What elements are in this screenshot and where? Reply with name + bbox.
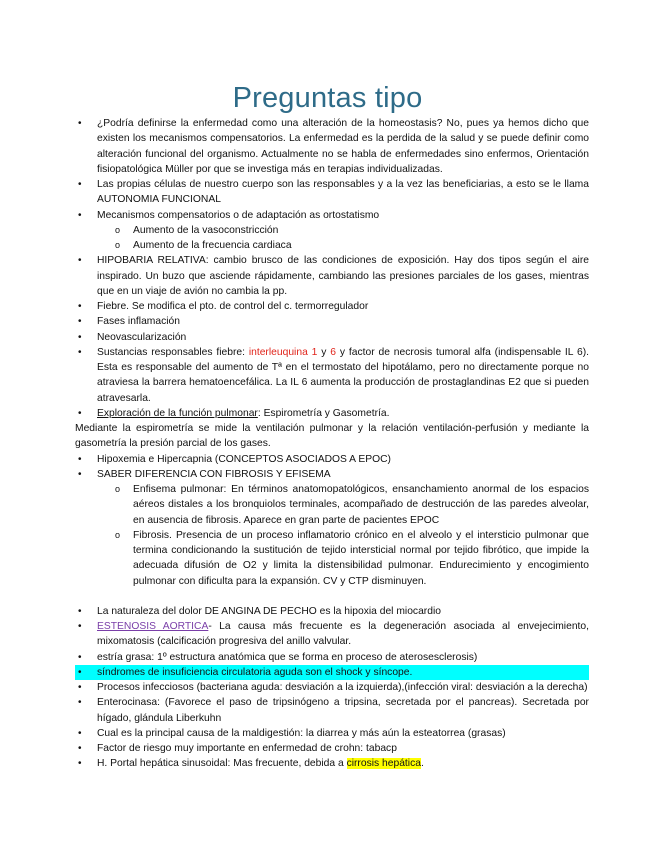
sub-bullet-icon: o — [115, 484, 121, 494]
question-list — [75, 604, 589, 772]
bullet-icon: • — [78, 697, 82, 709]
bullet-icon: • — [78, 605, 82, 617]
item-text: Cual es la principal causa de la maldigestión: la diarrea y más aún la esteatorrea (grasas) — [97, 727, 506, 739]
page-title: Preguntas tipo — [232, 82, 423, 114]
list-item — [75, 314, 589, 329]
sub-list-item — [75, 238, 589, 253]
highlight-cirrosis: cirrosis hepática — [346, 758, 421, 770]
item-text: HIPOBARIA RELATIVA: cambio brusco de las condiciones de exposición. Hay dos tipos según el aire inspirado. Un buzo que asciende rápidamente, cambiando las presiones parciales de los gases, mientras que en un viaje de avión no cambia la pp. — [97, 255, 589, 297]
item-text: La naturaleza del dolor DE ANGINA DE PECHO es la hipoxia del miocardio — [97, 605, 441, 617]
item-text: Neovascularización — [97, 331, 187, 343]
bullet-icon: • — [78, 743, 82, 754]
item-text: : Espirometría y Gasometría. — [257, 407, 390, 419]
item-text: Procesos infecciosos (bacteriana aguda: desviación a la izquierda),(infección viral: desviación a la derecha) — [97, 682, 588, 693]
bullet-icon: • — [78, 468, 82, 480]
bullet-icon: • — [78, 179, 82, 190]
bullet-icon: • — [78, 316, 82, 328]
list-item — [75, 177, 589, 208]
item-text: y — [317, 346, 331, 358]
sub-item-text: Aumento de la vasoconstricción — [133, 224, 279, 236]
list-item — [75, 253, 589, 299]
highlight-interleukin-1: interleuquina 1 — [248, 346, 318, 358]
list-item — [75, 619, 589, 650]
list-item — [75, 116, 589, 177]
bullet-icon: • — [78, 651, 82, 663]
sub-list — [75, 482, 589, 589]
item-text: Las propias células de nuestro cuerpo son las responsables y a la vez las beneficiarias, a esto se le llama AUTONOMIA FUNCIONAL — [97, 179, 589, 206]
bullet-icon: • — [78, 301, 82, 312]
list-item — [75, 299, 589, 314]
sub-list-item — [75, 482, 589, 528]
question-list — [75, 253, 589, 421]
item-text: Factor de riesgo muy importante en enfermedad de crohn: tabacp — [97, 743, 397, 754]
bullet-icon: • — [78, 346, 82, 358]
item-text: H. Portal hepática sinusoidal: Mas frecuente, debida a — [97, 758, 347, 770]
item-text: . — [420, 758, 424, 770]
list-item — [75, 406, 589, 421]
sub-list-item — [75, 528, 589, 589]
list-item — [75, 650, 589, 665]
list-item-highlighted — [75, 665, 589, 680]
list-item — [75, 726, 589, 741]
bullet-icon: • — [78, 407, 82, 419]
list-item — [75, 741, 589, 756]
list-item — [75, 345, 589, 406]
bullet-icon: • — [78, 209, 82, 221]
list-item — [75, 452, 589, 467]
list-item — [75, 756, 589, 771]
sub-bullet-icon: o — [115, 240, 121, 250]
bullet-icon: • — [78, 666, 82, 678]
item-text: Sustancias responsables fiebre: — [97, 346, 249, 358]
list-item — [75, 695, 589, 726]
item-text: Fases inflamación — [97, 316, 180, 328]
bullet-icon: • — [78, 727, 82, 739]
question-list — [75, 116, 589, 223]
bullet-icon: • — [78, 682, 82, 693]
list-item — [75, 604, 589, 619]
bullet-icon: • — [78, 118, 82, 129]
sub-item-text: Fibrosis. Presencia de un proceso inflamatorio crónico en el alveolo y el intersticio pulmonar que termina condicionando la sustitución de tejido intersticial normal por tejido fibrótico, que impide la adecuada difusión de O2 y limita la distensibilidad pulmonar. Endurecimiento y encogimiento pulmonar con dificulta para la expansión. CV y CTP disminuyen. — [133, 529, 589, 587]
sub-item-text: Aumento de la frecuencia cardiaca — [133, 240, 292, 251]
item-text: SABER DIFERENCIA CON FIBROSIS Y EFISEMA — [97, 468, 331, 480]
item-text: Fiebre. Se modifica el pto. de control del c. termorregulador — [97, 301, 369, 312]
question-list — [75, 452, 589, 483]
bullet-icon: • — [78, 453, 82, 465]
item-text: ¿Podría definirse la enfermedad como una alteración de la homeostasis? No, pues ya hemos dicho que existen los mecanismos compensatorios. La enfermedad es la perdida de la salud y se puede definir como alteración funcional del organismo. Actualmente no se habla de enfermedades sino enfermos, Orientación fisiopatológica Müller por que se investiga más en terapias individualizadas. — [97, 118, 589, 175]
highlight-interleukin-6: 6 — [330, 346, 336, 358]
estenosis-aortica-link[interactable]: ESTENOSIS AORTICA — [97, 621, 209, 632]
list-item — [75, 330, 589, 345]
item-text: síndromes de insuficiencia circulatoria aguda son el shock y síncope. — [97, 666, 413, 678]
sub-list — [75, 223, 589, 254]
sub-bullet-icon: o — [115, 529, 121, 540]
underlined-heading: Exploración de la función pulmonar — [97, 407, 258, 419]
sub-list-item — [75, 223, 589, 238]
item-text: estría grasa: 1º estructura anatómica que se forma en proceso de aterosesclerosis) — [97, 651, 478, 663]
item-text: Hipoxemia e Hipercapnia (CONCEPTOS ASOCIADOS A EPOC) — [97, 453, 391, 465]
list-item — [75, 680, 589, 695]
document-body — [75, 116, 589, 772]
item-text: Mecanismos compensatorios o de adaptación as ortostatismo — [97, 209, 380, 221]
item-text: y factor de necrosis tumoral alfa (indispensable IL 6). Esta es responsable del aumento de Tª en el termostato del hipotálamo, pero no directamente porque no atraviesa la barrera hematoencefálica. La IL 6 aumenta la producción de prostaglandinas E2 que si pueden atravesarla. — [97, 346, 589, 404]
sub-bullet-icon: o — [115, 224, 121, 235]
bullet-icon: • — [78, 758, 82, 770]
sub-item-text: Enfisema pulmonar: En términos anatomopatológicos, ensanchamiento anormal de los espacios aéreos distales a los bronquiolos terminales, acompañado de destrucción de las paredes alveolar, en ausencia de fibrosis. Aparece en gran parte de pacientes EPOC — [133, 484, 589, 526]
item-text: - La causa más frecuente es la degeneración asociada al envejecimiento, mixomatosis (calcificación progresiva del anillo valvular. — [97, 621, 589, 648]
list-item — [75, 467, 589, 482]
item-text: Enterocinasa: (Favorece el paso de tripsinógeno a tripsina, secretada por el pancreas). Secretada por hígado, glándula Liberkuhn — [97, 697, 589, 724]
spacer — [75, 589, 589, 604]
body-paragraph: Mediante la espirometría se mide la ventilación pulmonar y la relación ventilación-perfusión y mediante la gasometría la presión parcial de los gases. — [75, 423, 589, 450]
bullet-icon: • — [78, 331, 82, 343]
list-item — [75, 208, 589, 223]
bullet-icon: • — [78, 255, 82, 267]
bullet-icon: • — [78, 621, 82, 632]
